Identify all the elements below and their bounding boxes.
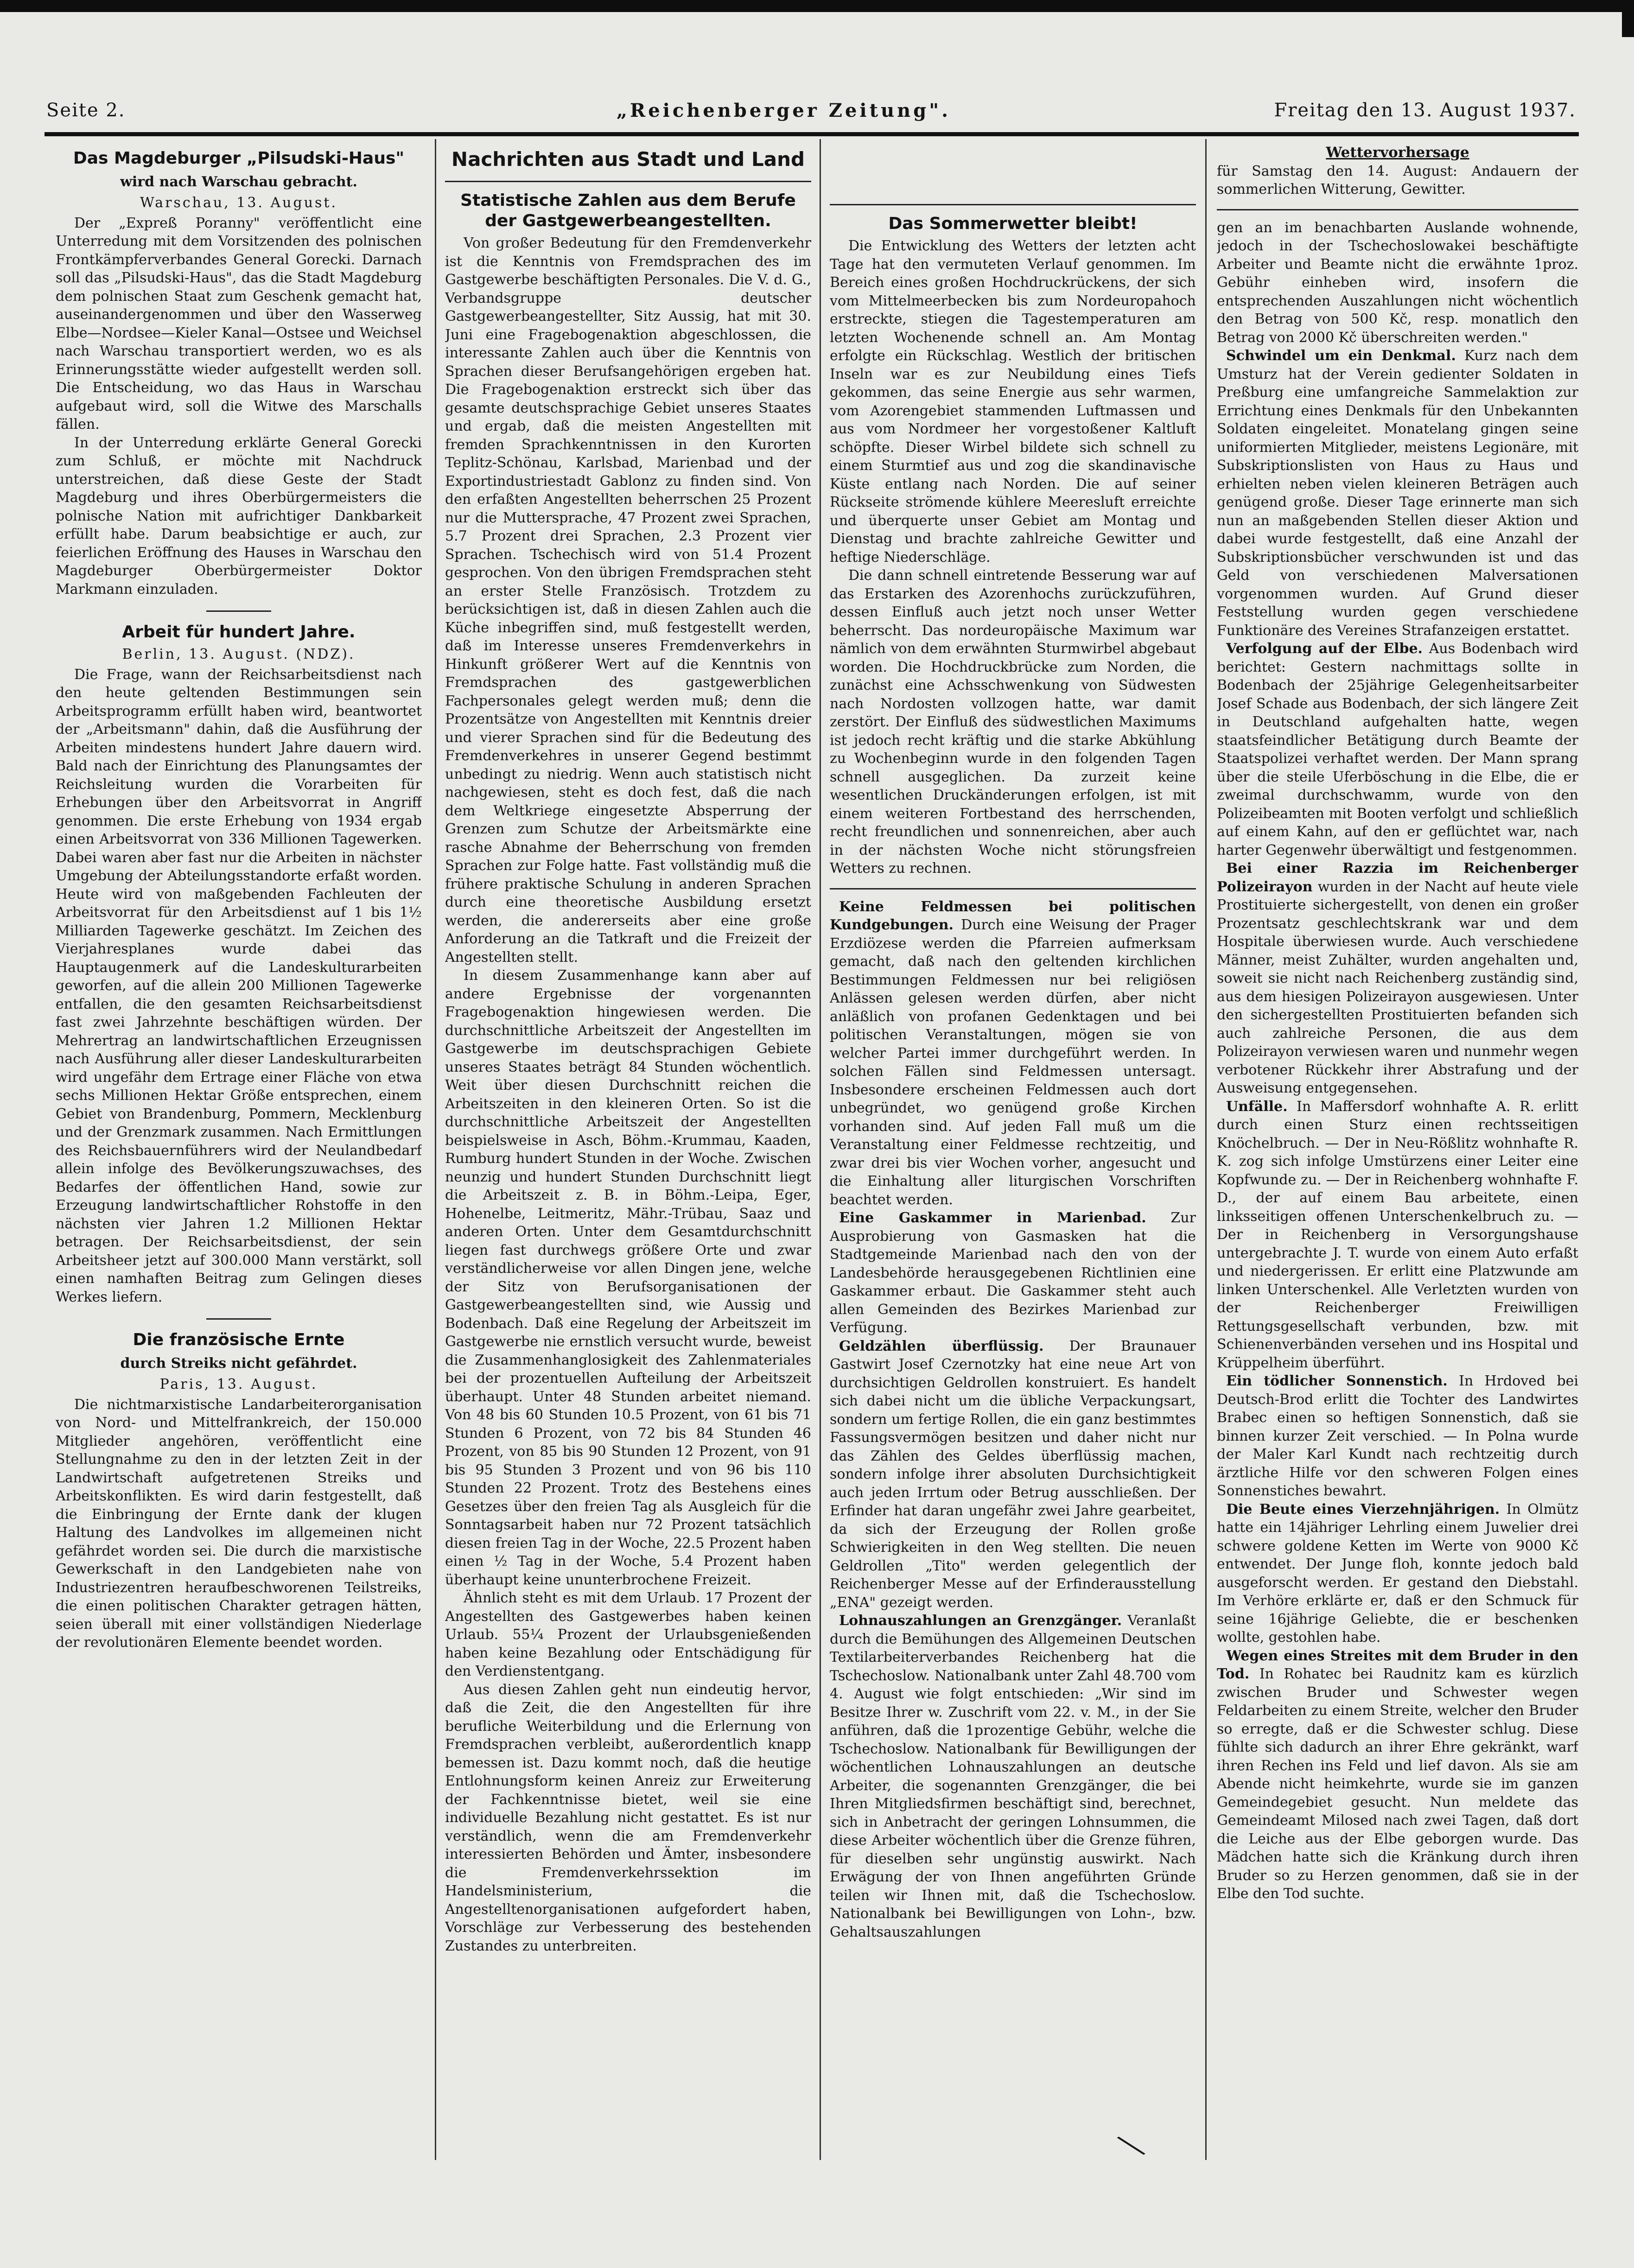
- news-item: [1217, 1098, 1578, 1372]
- article-paragraph: Ähnlich steht es mit dem Urlaub. 17 Prozent der Angestellten des Gastgewerbes haben keinen Urlaub. 55¼ Prozent der Urlaubsgenießenden haben keine Bezahlung oder Entschädigung für den Verdienstentgang.: [445, 1590, 811, 1679]
- scan-border-corner: [1622, 0, 1634, 37]
- news-item-lead: Schwindel um ein Denkmal.: [1226, 348, 1456, 364]
- newspaper-name: „Reichenberger Zeitung".: [617, 100, 951, 121]
- column-rule: [1205, 139, 1207, 2160]
- news-item-lead: Verfolgung auf der Elbe.: [1226, 641, 1423, 657]
- article-separator: [206, 610, 271, 612]
- article-paragraph: In diesem Zusammenhange kann aber auf andere Ergebnisse der vorgenannten Fragebogenaktion hingewiesen werden. Die durchschnittliche Arbeitszeit der Angestellten im Gastgewerbe im deutschsprachigen Gebiete unseres Staates beträgt 84 Stunden wöchentlich. Weit über diesen Durchschnitt reichen die Arbeitszeiten in den kleineren Orten. So ist die durchschnittliche Arbeitszeit der Angestellten beispielsweise in Asch, Böhm.-Krummau, Kaaden, Rumburg hundert Stunden in der Woche. Zwischen neunzig und hundert Stunden Durchschnitt liegt die Arbeitszeit z. B. in Böhm.-Leipa, Eger, Hohenelbe, Leitmeritz, Mähr.-Trübau, Saaz und anderen Orten. Unter dem Gesamtdurchschnitt liegen fast durchwegs größere Orte und zwar verständlicherweise vor allen Dingen jene, welche der Sitz von Berufsorganisationen der Gastgewerbeangestellten sind, wie Aussig und Bodenbach. Daß eine Regelung der Arbeitszeit im Gastgewerbe nie ernstlich versucht wurde, beweist die Zusammenhanglosigkeit des Zahlenmateriales bei der prozentuellen Aufteilung der Arbeitszeit überhaupt. Unter 48 Stunden arbeitet niemand. Von 48 bis 60 Stunden 10.5 Prozent, von 61 bis 71 Stunden 6 Prozent, von 72 bis 84 Stunden 46 Prozent, von 85 bis 90 Stunden 12 Prozent, von 91 bis 95 Stunden 3 Prozent und von 96 bis 110 Stunden 22 Prozent. Trotz des Bestehens eines Gesetzes über den freien Tag als Ausgleich für die Sonntagsarbeit haben nur 72 Prozent tatsächlich diesen freien Tag in der Woche, 22.5 Prozent haben einen ½ Tag in der Woche, 5.4 Prozent haben überhaupt keine ununterbrochene Freizeit.: [445, 967, 811, 1588]
- article-headline: Das Magdeburger „Pilsudski-Haus": [73, 149, 405, 168]
- news-item-lead: Geldzählen überflüssig.: [839, 1338, 1044, 1354]
- article-rule: [830, 888, 1196, 889]
- weather-forecast-text: für Samstag den 14. August: Andauern der sommerlichen Witterung, Gewitter.: [1217, 163, 1578, 197]
- column-3: [830, 144, 1196, 2151]
- header-rule: [45, 132, 1579, 136]
- article-paragraph: Von großer Bedeutung für den Fremdenverkehr ist die Kenntnis von Fremdsprachen des im Gastgewerbe beschäftigten Personales. Die V. d. G., Verbandsgruppe deutscher Gastgewerbeangestellter, Sitz Aussig, hat mit 30. Juni eine Fragebogenaktion abgeschlossen, die interessante Zahlen auch über die Kenntnis von Sprachen dieser Berufsangehörigen ergeben hat. Die Fragebogenaktion erstreckt sich über das gesamte deutschsprachige Gebiet unseres Staates und ergab, daß die meisten Angestellten mit fremden Sprachkenntnissen in den Kurorten Teplitz-Schönau, Karlsbad, Marienbad und der Exportindustriestadt Gablonz zu finden sind. Von den erfaßten Angestellten beherrschen 25 Prozent nur die Muttersprache, 47 Prozent zwei Sprachen, 5.7 Prozent drei Sprachen, 2.3 Prozent vier Sprachen. Tschechisch wird von 51.4 Prozent gesprochen. Von den übrigen Fremdsprachen steht an erster Stelle Französisch. Trotzdem zu berücksichtigen ist, daß in diesen Zahlen auch die Küche inbegriffen sind, muß festgestellt werden, daß im Interesse unseres Fremdenverkehrs in Hinkunft größerer Wert auf die Kenntnis von Fremdsprachen des gastgewerblichen Fachpersonales gelegt werden muß; denn die Prozentsätze von Angestellten mit Kenntnis dreier und vierer Sprachen sind für die Bedeutung des Fremdenverkehres in unserer Gegend bestimmt unbedingt zu niedrig. Wenn auch statistisch nicht nachgewiesen, steht es doch fest, daß die nach dem Weltkriege eingesetzte Absperrung der Grenzen zum Schutze der Arbeitsmärkte eine rasche Abnahme der Beherrschung von fremden Sprachen zur Folge hatte. Fast vollständig muß die frühere praktische Schulung in anderen Sprachen durch eine theoretische Ausbildung ersetzt werden, die andererseits aber eine große Anforderung an die Tatkraft und die Freizeit der Angestellten stellt.: [445, 235, 811, 966]
- news-item-text: Kurz nach dem Umsturz hat der Verein gedienter Soldaten in Preßburg eine umfangreiche Sammelaktion zur Errichtung eines Denkmals für den Unbekannten Soldaten eingeleitet. Monatelang gingen seine uniformierten Mitglieder, meistens Legionäre, mit Subskriptionslisten von Haus zu Haus und erhielten neben vielen kleineren Beträgen auch genügend große. Dieser Tage erinnerte man sich nun an maßgebenden Stellen dieser Aktion und dabei wurde festgestellt, daß eine Anzahl der Subskriptionsbücher verschwunden ist und das Geld von verschiedenen Malversationen vorgenommen wurden. Auf Grund dieser Feststellung wurden gegen verschiedene Funktionäre des Vereines Strafanzeigen erstattet.: [1217, 348, 1578, 639]
- weather-forecast-title: Wettervorhersage: [1326, 144, 1469, 161]
- news-item: [1217, 1647, 1578, 1903]
- news-item-lead: Eine Gaskammer in Marienbad.: [839, 1210, 1146, 1226]
- news-item-text: In Rohatec bei Raudnitz kam es kürzlich zwischen Bruder und Schwester wegen Feldarbeiten zu einem Streite, welcher den Bruder so erregte, daß er die Schwester schlug. Diese fühlte sich dadurch an ihrer Ehre gekränkt, warf ihren Rechen ins Feld und lief davon. Als sie am Abende nicht heimkehrte, wurde sie im ganzen Gemeindegebiet gesucht. Nun meldete das Gemeindeamt Milosed nach zwei Tagen, daß dort die Leiche aus der Elbe geborgen wurde. Das Mädchen hatte sich die Kränkung durch ihren Bruder so zu Herzen genommen, daß sie in der Elbe den Tod suchte.: [1217, 1666, 1578, 1902]
- news-item: [1217, 640, 1578, 859]
- news-item-lead: Bei einer Razzia im Reichenberger Polizeirayon: [1217, 860, 1578, 895]
- article-headline: Arbeit für hundert Jahre.: [122, 623, 356, 642]
- section-heading: Nachrichten aus Stadt und Land: [451, 148, 805, 171]
- news-item-lead: Die Beute eines Vierzehnjährigen.: [1226, 1501, 1500, 1518]
- news-item-lead: Lohnauszahlungen an Grenzgänger.: [839, 1613, 1122, 1629]
- article-paragraph: Der „Expreß Poranny" veröffentlicht eine Unterredung mit dem Vorsitzenden des polnischen Frontkämpferverbandes General Gorecki. Darnach soll das „Pilsudski-Haus", das die Stadt Magdeburg dem polnischen Staat zum Geschenk gemacht hat, auseinandergenommen und über den Wasserweg Elbe—Nordsee—Kieler Kanal—Ostsee und Weichsel nach Warschau transportiert werden, wo es als Erinnerungsstätte wieder aufgestellt werden soll. Die Entscheidung, wo das Haus in Warschau aufgebaut wird, soll die Witwe des Marschalls fällen.: [56, 215, 422, 432]
- article-headline: Das Sommerwetter bleibt!: [888, 214, 1138, 233]
- news-item: [830, 898, 1196, 1209]
- news-item-text: Durch eine Weisung der Prager Erzdiözese werden die Pfarreien aufmerksam gemacht, daß nach den geltenden kirchlichen Bestimmungen Feldmessen nur bei religiösen Anlässen gelesen werden dürfen, aber nicht anläßlich von profanen Gedenktagen und bei politischen Veranstaltungen, mögen sie von welcher Partei immer durchgeführt werden. In solchen Fällen sind Feldmessen untersagt. Insbesondere erscheinen Feldmessen auch dort unbegründet, wo genügend große Kirchen vorhanden sind. Auf jeden Fall muß um die Veranstaltung einer Feldmesse rechtzeitig, und zwar drei bis vier Wochen vorher, angesucht und die Einhaltung aller liturgischen Vorschriften beachtet werden.: [830, 917, 1196, 1208]
- dateline: Warschau, 13. August.: [140, 195, 337, 211]
- news-item: [1217, 347, 1578, 640]
- article-paragraph: Die Frage, wann der Reichsarbeitsdienst nach den heute geltenden Bestimmungen sein Arbeitsprogramm erfüllt haben wird, beantwortet der „Arbeitsmann" dahin, daß die Ausführung der Arbeiten mindestens hundert Jahre dauern wird. Bald nach der Einrichtung des Planungsamtes der Reichsleitung wurden die Vorarbeiten für Erhebungen über den Arbeitsvorrat in Angriff genommen. Die erste Erhebung von 1934 ergab einen Arbeitsvorrat von 336 Millionen Tagewerken. Dabei waren aber fast nur die Arbeiten in nächster Umgebung der Abteilungsstandorte erfaßt worden. Heute wird von maßgebenden Fachleuten der Arbeitsvorrat für den Arbeitsdienst auf 1 bis 1½ Milliarden Tagewerke geschätzt. Im Zeichen des Vierjahresplanes wurde dabei das Hauptaugenmerk auf die Landeskulturarbeiten geworfen, auf die allein 200 Millionen Tagewerke entfallen, die den gesamten Reichsarbeitsdienst fast zwei Jahrzehnte beschäftigen würden. Der Mehrertrag an landwirtschaftlichen Erzeugnissen nach Ausführung aller dieser Landeskulturarbeiten wird ungefähr dem Ertrage einer Fläche von etwa sechs Millionen Hektar Größe entsprechen, einem Gebiet von Brandenburg, Pommern, Mecklenburg und der Grenzmark zusammen. Nach Ermittlungen des Reichsbauernführers wird der Neulandbedarf allein infolge des Bevölkerungszuwachses, des Bedarfes der öffentlichen Hand, sowie zur Erzeugung landwirtschaftlicher Rohstoffe in den nächsten vier Jahren 1.2 Millionen Hektar betragen. Der Reichsarbeitsdienst, der sein Arbeitsheer jetzt auf 300.000 Mann verstärkt, soll einen namhaften Beitrag zum Gelingen dieses Werkes liefern.: [56, 666, 422, 1305]
- article-paragraph: gen an im benachbarten Auslande wohnende, jedoch in der Tschechoslowakei beschäftigte Arbeiter und Beamte nicht die erwähnte 1proz. Gebühr einheben wird, insofern die entsprechenden Auszahlungen nicht wöchentlich den Betrag von 500 Kč, resp. monatlich den Betrag von 2000 Kč überschreiten werden.": [1217, 219, 1578, 346]
- article-subheadline: wird nach Warschau gebracht.: [120, 174, 357, 190]
- news-item-lead: Unfälle.: [1226, 1098, 1288, 1115]
- news-item-text: In Hrdoved bei Deutsch-Brod erlitt die Tochter des Landwirtes Brabec einen so heftigen Sonnenstich, daß sie binnen kurzer Zeit verschied. — In Polna wurde der Maler Karl Kundt nach rechtzeitig durch ärztliche Hilfe vor den schweren Folgen eines Sonnenstiches bewahrt.: [1217, 1373, 1578, 1499]
- news-item: [830, 1337, 1196, 1612]
- scan-ink-mark: ╲: [1118, 2130, 1145, 2162]
- article-paragraph: Aus diesen Zahlen geht nun eindeutig hervor, daß die Zeit, die den Angestellten für ihre berufliche Weiterbildung und die Erlernung von Fremdsprachen verbleibt, außerordentlich knapp bemessen ist. Dazu kommt noch, daß die heutige Entlohnungsform keinen Anreiz zur Erweiterung der Fachkenntnisse bietet, weil sie eine individuelle Bezahlung nicht gestattet. Es ist nur verständlich, wenn die am Fremdenverkehr interessierten Behörden und Ämter, insbesondere die Fremdenverkehrssektion im Handelsministerium, die Angestelltenorganisationen aufgefordert haben, Vorschläge zur Verbesserung des bestehenden Zustandes zu unterbreiten.: [445, 1681, 811, 1954]
- column-rule: [435, 139, 436, 2160]
- article-paragraph: Die nichtmarxistische Landarbeiterorganisation von Nord- und Mittelfrankreich, der 150.000 Mitglieder angehören, veröffentlicht eine Stellungnahme zu den in der letzten Zeit in der Landwirtschaft aufgetretenen Streiks und Arbeitskonflikten. Es wird darin festgestellt, daß die Einbringung der Ernte dank der klugen Haltung des Landvolkes im allgemeinen nicht gefährdet worden sei. Die durch die marxistische Gewerkschaft in den Landgebieten nahe von Industriezentren heraufbeschworenen Teilstreiks, die einen politischen Charakter getragen hätten, seien überall mit einer vollständigen Niederlage der revolutionären Elemente beendet worden.: [56, 1396, 422, 1651]
- news-item-lead: Ein tödlicher Sonnenstich.: [1226, 1373, 1448, 1389]
- column-1: [56, 144, 422, 2151]
- news-item-text: Veranlaßt durch die Bemühungen des Allgemeinen Deutschen Textilarbeiterverbandes Reichenberg hat die Tschechoslow. Nationalbank unter Zahl 48.700 vom 4. August wie folgt entschieden: „Wir sind im Besitze Ihrer w. Zuschrift vom 22. v. M., in der Sie anführen, daß die 1prozentige Gebühr, welche die Tschechoslow. Nationalbank für Bewilligungen der wöchentlichen Lohnauszahlungen an deutsche Arbeiter, die sogenannten Grenzgänger, die bei Ihren Mitgliedsfirmen beschäftigt sind, berechnet, sich in Anbetracht der geringen Lohnsummen, die diese Arbeiter wöchentlich über die Grenze führen, für dieselben sehr ungünstig auswirkt. Nach Erwägung der von Ihnen angeführten Gründe teilen wir Ihnen mit, daß die Tschechoslow. Nationalbank bei Bewilligungen von Lohn-, bzw. Gehaltsauszahlungen: [830, 1613, 1196, 1940]
- news-item-text: Zur Ausprobierung von Gasmasken hat die Stadtgemeinde Marienbad nach den von der Landesbehörde herausgegebenen Richtlinien eine Gaskammer erbaut. Die Gaskammer steht auch allen Gemeinden des Bezirkes Marienbad zur Verfügung.: [830, 1210, 1196, 1336]
- article-rule: [830, 204, 1196, 205]
- news-item-text: Aus Bodenbach wird berichtet: Gestern nachmittags sollte in Bodenbach der 25jährige Gelegenheitsarbeiter Josef Schade aus Bodenbach, der sich längere Zeit in Deutschland aufgehalten hatte, wegen staatsfeindlicher Betätigung durch Beamte der Staatspolizei verhaftet werden. Der Mann sprang über die steile Uferböschung in die Elbe, die er zweimal durchschwamm, wurde von den Polizeibeamten mit Booten verfolgt und schließlich auf einem Kahn, auf den er geflüchtet war, nach harter Gegenwehr überwältigt und festgenommen.: [1217, 641, 1578, 858]
- dateline: Paris, 13. August.: [159, 1376, 318, 1392]
- news-item-text: In Olmütz hatte ein 14jähriger Lehrling einem Juwelier drei schwere goldene Ketten im Werte von 9000 Kč entwendet. Der Junge floh, konnte jedoch bald ausgeforscht werden. Er gestand den Diebstahl. Im Verhöre erklärte er, daß er den Schmuck für seine 16jährige Geliebte, die er beschenken wollte, gestohlen habe.: [1217, 1501, 1578, 1645]
- news-item-lead: Wegen eines Streites mit dem Bruder in den Tod.: [1217, 1647, 1578, 1682]
- news-item: [1217, 1372, 1578, 1500]
- page-number: Seite 2.: [46, 100, 126, 121]
- article-paragraph: Die dann schnell eintretende Besserung war auf das Erstarken des Azorenhochs zurückzuführen, dessen Einfluß auch jetzt noch unser Wetter beherrscht. Das nordeuropäische Maximum war nämlich von dem erwähnten Sturmwirbel abgebaut worden. Die Hochdruckbrücke zum Norden, die zunächst eine Achsschwenkung von Südwesten nach Nordosten vollzogen hatte, war damit zerstört. Der Einfluß des südwestlichen Maximums ist jedoch recht kräftig und die starke Abkühlung zu Wochenbeginn wurde in den folgenden Tagen schnell ausgeglichen. Da zurzeit keine wesentlichen Druckänderungen erfolgen, ist mit einem weiteren Fortbestand des herrschenden, recht freundlichen und sonnenreichen, aber auch in der nächsten Woche nicht störungsfreien Wetters zu rechnen.: [830, 567, 1196, 877]
- article-headline: Statistische Zahlen aus dem Berufe der Gastgewerbeangestellten.: [460, 191, 796, 230]
- news-item-lead: Keine Feldmessen bei politischen Kundgebungen.: [830, 898, 1196, 933]
- article-rule: [1217, 209, 1578, 210]
- article-separator: [206, 1318, 271, 1320]
- article-paragraph: Die Entwicklung des Wetters der letzten acht Tage hat den vermuteten Verlauf genommen. Im Bereich eines großen Hochdruckrückens, der sich vom Mittelmeerbecken bis zum Nordeuropahoch erstreckte, stiegen die Tagestemperaturen am letzten Wochenende schnell an. Am Montag erfolgte ein Rückschlag. Westlich der britischen Inseln war es zur Neubildung eines Tiefs gekommen, das seine Energie aus sehr warmen, vom Azorengebiet stammenden Luftmassen und aus vom Nordmeer her vorgestoßener Kaltluft schöpfte. Dieser Wirbel bildete sich schnell zu einem Sturmtief aus und zog die skandinavische Küste entlang nach Norden. Die auf seiner Rückseite strömende kühlere Meeresluft erreichte und überquerte unser Gebiet am Montag und Dienstag und brachte zahlreiche Gewitter und heftige Niederschläge.: [830, 238, 1196, 565]
- news-item: [830, 1612, 1196, 1941]
- article-subheadline: durch Streiks nicht gefährdet.: [120, 1355, 357, 1372]
- article-headline: Die französische Ernte: [133, 1330, 345, 1349]
- section-rule: [445, 181, 811, 182]
- dateline: Berlin, 13. August. (NDZ).: [122, 646, 356, 662]
- article-paragraph: In der Unterredung erklärte General Gorecki zum Schluß, er möchte mit Nachdruck unterstreichen, daß diese Geste der Stadt Magdeburg und ihres Oberbürgermeisters die polnische Nation mit aufrichtiger Dankbarkeit erfüllt habe. Darum beabsichtige er auch, zur feierlichen Eröffnung des Hauses in Warschau den Magdeburger Oberbürgermeister Doktor Markmann einzuladen.: [56, 434, 422, 597]
- issue-date: Freitag den 13. August 1937.: [1274, 100, 1576, 121]
- news-item-text: wurden in der Nacht auf heute viele Prostituierte sichergestellt, von denen ein großer Prozentsatz geschlechtskrank war und dem Hospitale überwiesen wurde. Auch verschiedene Männer, meist Zuhälter, wurden angehalten und, soweit sie nicht nach Reichenberg zuständig sind, aus dem hiesigen Polizeirayon ausgewiesen. Unter den sichergestellten Prostituierten befanden sich auch zahlreiche Personen, die aus dem Polizeirayon verwiesen waren und nunmehr wegen verbotener Rückkehr ihrer Abstrafung und der Ausweisung entgegensehen.: [1217, 878, 1578, 1096]
- column-2: [445, 144, 811, 2151]
- column-rule: [820, 139, 821, 2160]
- news-item: [830, 1209, 1196, 1337]
- news-item: [1217, 1500, 1578, 1647]
- news-item-text: In Maffersdorf wohnhafte A. R. erlitt durch einen Sturz einen rechtsseitigen Knöchelbruch. — Der in Neu-Rößlitz wohnhafte R. K. zog sich infolge Umstürzens einer Leiter eine Kopfwunde zu. — Der in Reichenberg wohnhafte F. D., der auf einem Bau arbeitete, einen linksseitigen offenen Unterschenkelbruch zu. — Der in Reichenberg in Versorgungshause untergebrachte J. T. wurde von einem Auto erfaßt und niedergerissen. Er erlitt eine Platzwunde am linken Unterschenkel. Alle Verletzten wurden von der Reichenberger Freiwilligen Rettungsgesellschaft verbunden, bzw. mit Schienenverbänden versehen und ins Hospital und Krüppelheim überführt.: [1217, 1098, 1578, 1371]
- scan-border-top: [0, 0, 1634, 12]
- news-item: [1217, 859, 1578, 1098]
- news-item-text: Der Braunauer Gastwirt Josef Czernotzky hat eine neue Art von durchsichtigen Geldrollen konstruiert. Es handelt sich dabei nicht um die übliche Verpackungsart, sondern um fertige Rollen, die ein ganz bestimmtes Fassungsvermögen besitzen und daher nicht nur das Zählen des Geldes überflüssig machen, sondern infolge ihrer absoluten Durchsichtigkeit auch jeden Irrtum oder Betrug ausschließen. Der Erfinder hat daran ungefähr zwei Jahre gearbeitet, da sich der Erzeugung der Rollen große Schwierigkeiten in den Weg stellten. Die neuen Geldrollen „Tito" werden gelegentlich der Reichenberger Messe auf der Erfinderausstellung „ENA" gezeigt werden.: [830, 1338, 1196, 1611]
- page-header: [46, 100, 1576, 132]
- column-4: [1217, 144, 1578, 2151]
